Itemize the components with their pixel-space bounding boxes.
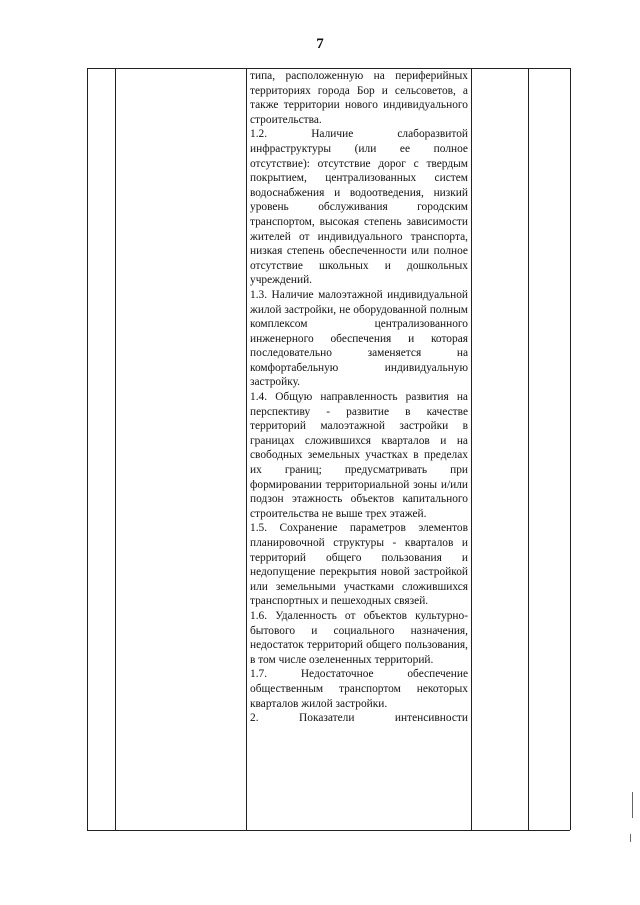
paragraph: 2. Показатели интенсивности bbox=[250, 712, 468, 725]
paragraph: типа, расположенную на периферийных территориях города Бор и сельсоветов, а также территории нового индивидуального строительства. bbox=[250, 70, 468, 126]
table-col-border-3 bbox=[246, 68, 247, 830]
paragraph: 1.5. Сохранение параметров элементов планировочной структуры - кварталов и территорий общего пользования и недопущение перекрытия новой застройкой или земельными участками сложившихся транспортных и пешеходных связей. bbox=[250, 522, 468, 608]
table-col-border-4 bbox=[471, 68, 472, 830]
paragraph: 1.2. Наличие слаборазвитой инфраструктуры (или ее полное отсутствие): отсутствие дорог с твердым покрытием, централизованных систем водоснабжения и водоотведения, низкий уровень обслуживания городским транспортом, высокая степень зависимости жителей от индивидуального транспорта, низкая степень обеспеченности или полное отсутствие школьных и дошкольных учреждений. bbox=[250, 128, 468, 287]
paragraph: 1.7. Недостаточное обеспечение общественным транспортом некоторых кварталов жилой застройки. bbox=[250, 668, 468, 710]
table-bottom-border bbox=[87, 830, 570, 831]
scan-mark bbox=[630, 834, 631, 842]
table-col-border-5 bbox=[528, 68, 529, 830]
paragraph: 1.4. Общую направленность развития на перспективу - развитие в качестве территорий малоэтажной застройки в границах сложившихся кварталов и на свободных земельных участках в пределах их границ; предусматривать при формировании территориальной зоны и/или подзон этажность объектов капитального строительства не выше трех этажей. bbox=[250, 391, 468, 520]
table-cell-description bbox=[250, 69, 468, 726]
table-col-border-6 bbox=[570, 68, 571, 830]
paragraph: 1.3. Наличие малоэтажной индивидуальной жилой застройки, не оборудованной полным комплексом централизованного инженерного обеспечения и которая последовательно заменяется на комфортабельную индивидуальную застройку. bbox=[250, 288, 468, 389]
page-number: 7 bbox=[316, 36, 324, 52]
scan-mark bbox=[632, 792, 633, 818]
paragraph: 1.6. Удаленность от объектов культурно-бытового и социального назначения, недостаток территорий общего пользования, в том числе озелененных территорий. bbox=[250, 609, 468, 666]
table-col-border-1 bbox=[87, 68, 88, 830]
table-col-border-2 bbox=[115, 68, 116, 830]
